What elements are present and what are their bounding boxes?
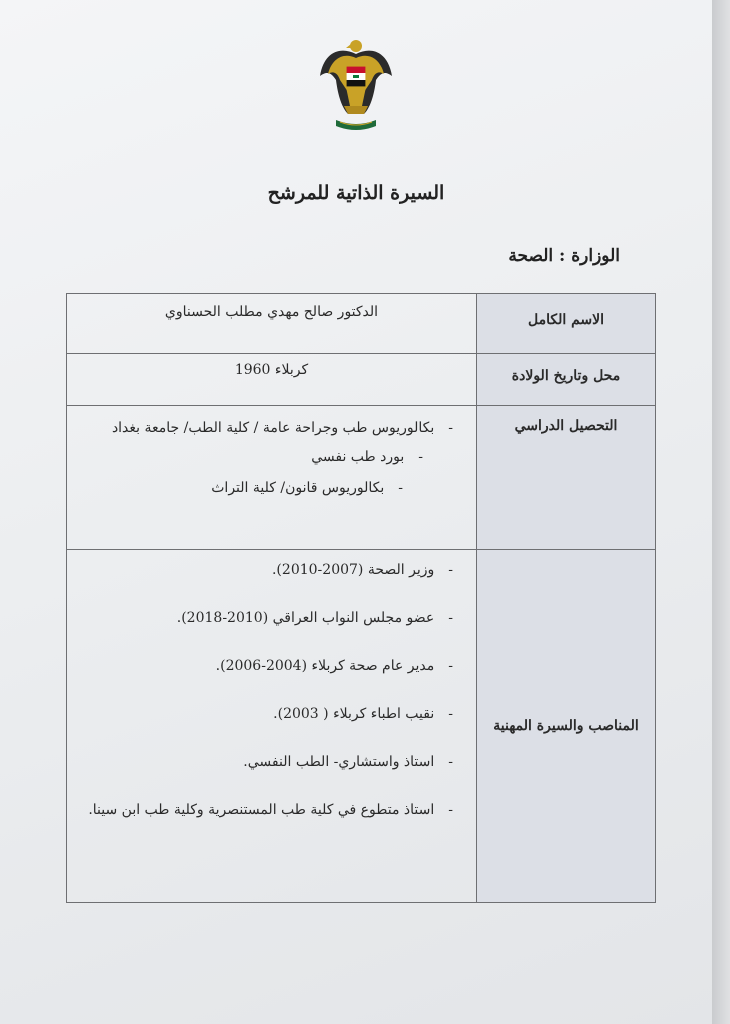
- positions-label: المناصب والسيرة المهنية: [477, 550, 656, 903]
- education-cell: [67, 406, 477, 550]
- list-item: -نقيب اطباء كربلاء ( 2003).: [273, 706, 453, 722]
- position-item-text: مدير عام صحة كربلاء (2004-2006).: [215, 658, 435, 674]
- full-name-label: الاسم الكامل: [477, 294, 656, 354]
- education-item-text: بكالوريوس طب وجراحة عامة / كلية الطب/ جامعة بغداد: [111, 420, 435, 436]
- list-item: -عضو مجلس النواب العراقي (2010-2018).: [176, 610, 453, 626]
- education-label: التحصيل الدراسي: [477, 406, 656, 550]
- education-item-text: بورد طب نفسي: [311, 449, 405, 465]
- full-name-value: الدكتور صالح مهدي مطلب الحسناوي: [67, 294, 477, 354]
- table-row: [67, 406, 656, 550]
- birth-value: كربلاء 1960: [67, 354, 477, 406]
- position-item-text: نقيب اطباء كربلاء ( 2003).: [273, 706, 435, 722]
- position-item-text: استاذ واستشاري- الطب النفسي.: [243, 754, 435, 770]
- positions-list: [68, 551, 475, 831]
- position-item-text: وزير الصحة (2007-2010).: [271, 562, 435, 578]
- list-item: -بكالوريوس طب وجراحة عامة / كلية الطب/ جامعة بغداد: [111, 420, 453, 436]
- position-item-text: عضو مجلس النواب العراقي (2010-2018).: [176, 610, 435, 626]
- list-item: -استاذ واستشاري- الطب النفسي.: [243, 754, 453, 770]
- cv-table: [66, 293, 656, 903]
- list-item: -بورد طب نفسي: [311, 449, 423, 465]
- table-row: [67, 294, 656, 354]
- positions-cell: [67, 550, 477, 903]
- list-item: -مدير عام صحة كربلاء (2004-2006).: [215, 658, 453, 674]
- education-item-text: بكالوريوس قانون/ كلية التراث: [211, 480, 385, 496]
- education-list: [68, 407, 475, 508]
- ministry-heading: الوزارة : الصحة: [508, 246, 620, 266]
- table-row: [67, 550, 656, 903]
- iraq-emblem-icon: [318, 34, 394, 134]
- list-item: -بكالوريوس قانون/ كلية التراث: [211, 480, 403, 496]
- position-item-text: استاذ متطوع في كلية طب المستنصرية وكلية طب ابن سينا.: [88, 802, 435, 818]
- list-item: -استاذ متطوع في كلية طب المستنصرية وكلية طب ابن سينا.: [88, 802, 453, 818]
- page-edge: [712, 0, 730, 1024]
- list-item: -وزير الصحة (2007-2010).: [271, 562, 453, 578]
- table-row: [67, 354, 656, 406]
- document-title: السيرة الذاتية للمرشح: [267, 182, 445, 204]
- birth-label: محل وتاريخ الولادة: [477, 354, 656, 406]
